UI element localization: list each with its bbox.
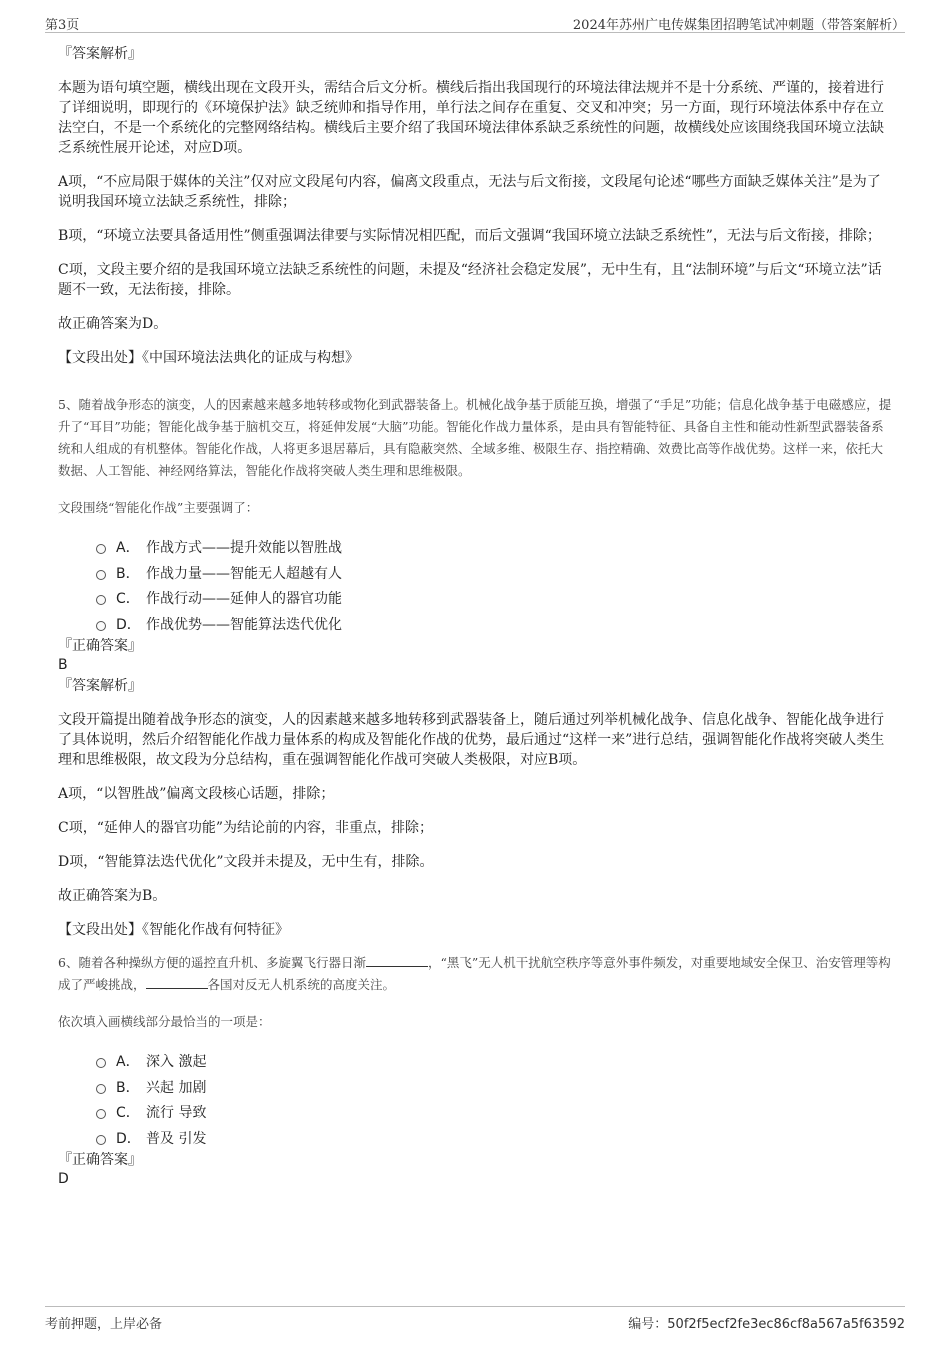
blank-line	[146, 976, 208, 989]
analysis-heading: 『答案解析』	[58, 46, 142, 62]
radio-icon[interactable]	[96, 1084, 106, 1094]
q6-option-b[interactable]: B． 兴起 加剧	[96, 1078, 893, 1104]
analysis-heading: 『答案解析』	[58, 678, 142, 694]
q6-option-a[interactable]: A． 深入 激起	[96, 1052, 893, 1078]
q6-answer: D	[58, 1171, 69, 1187]
q5-source: 【文段出处】《智能化作战有何特征》	[58, 922, 289, 938]
q5-conclusion: 故正确答案为B。	[58, 888, 167, 904]
q5-analysis: 文段开篇提出随着战争形态的演变，人的因素越来越多地转移到武器装备上，随后通过列举机械化战争、信息化战争、智能化战争进行了具体说明，然后介绍智能化作战力量体系的构成及智能化作战的优势，最后通过“这样一来”进行总结，强调智能化作战将突破人类生理和思维极限，故文段为分总结构，重在强调智能化作战可突破人类极限，对应B项。	[58, 712, 885, 768]
radio-icon[interactable]	[96, 570, 106, 580]
q4-option-a-analysis: A项，“不应局限于媒体的关注”仅对应文段尾句内容，偏离文段重点，无法与后文衔接，文段尾句论述“哪些方面缺乏媒体关注”是为了说明我国环境立法缺乏系统性，排除；	[58, 174, 881, 210]
q5-option-d[interactable]: D． 作战优势——智能算法迭代优化	[96, 615, 893, 641]
page-number: 第3页	[45, 18, 80, 33]
correct-answer-heading: 『正确答案』	[58, 638, 142, 654]
q5-option-a[interactable]: A． 作战方式——提升效能以智胜战	[96, 538, 893, 564]
radio-icon[interactable]	[96, 621, 106, 631]
document-id: 编号：50f2f5ecf2fe3ec86cf8a567a5f63592	[628, 1317, 905, 1332]
q5-option-b[interactable]: B． 作战力量——智能无人超越有人	[96, 564, 893, 590]
q4-analysis: 本题为语句填空题，横线出现在文段开头，需结合后文分析。横线后指出我国现行的环境法律法规并不是十分系统、严谨的，接着进行了详细说明，即现行的《环境保护法》缺乏统帅和指导作用，单行法之间存在重复、交叉和冲突；另一方面，现行环境法体系中存在立法空白，不是一个系统化的完整网络结构。横线后主要介绍了我国环境法律体系缺乏系统性的问题，故横线处应该围绕我国环境立法缺乏系统性展开论述，对应D项。	[58, 80, 884, 156]
page-header	[45, 14, 905, 33]
q4-option-c-analysis: C项，文段主要介绍的是我国环境立法缺乏系统性的问题，未提及“经济社会稳定发展”，无中生有，且“法制环境”与后文“环境立法”话题不一致，无法衔接，排除。	[58, 262, 882, 298]
q6-text: 6、随着各种操纵方便的遥控直升机、多旋翼飞行器日渐 ，“黑飞”无人机干扰航空秩序等意外事件频发，对重要地域安全保卫、治安管理等构成了严峻挑战， 各国对反无人机系统的高度关注。	[58, 955, 891, 992]
page-content	[58, 38, 893, 1188]
q5-option-c-analysis: C项，“延伸人的器官功能”为结论前的内容，非重点，排除；	[58, 820, 434, 836]
q4-option-b-analysis: B项，“环境立法要具备适用性”侧重强调法律要与实际情况相匹配，而后文强调“我国环境立法缺乏系统性”，无法与后文衔接，排除；	[58, 228, 881, 244]
q5-options	[96, 538, 893, 640]
page-footer	[45, 1306, 905, 1333]
radio-icon[interactable]	[96, 1135, 106, 1145]
q6-option-d[interactable]: D． 普及 引发	[96, 1129, 893, 1155]
q5-prompt: 文段围绕“智能化作战”主要强调了：	[58, 500, 259, 515]
q6-options	[96, 1052, 893, 1154]
q5-option-d-analysis: D项，“智能算法迭代优化”文段并未提及，无中生有，排除。	[58, 854, 434, 870]
q5-option-c[interactable]: C． 作战行动——延伸人的器官功能	[96, 589, 893, 615]
q5-text: 5、随着战争形态的演变，人的因素越来越多地转移或物化到武器装备上。机械化战争基于质能互换，增强了“手足”功能；信息化战争基于电磁感应，提升了“耳目”功能；智能化战争基于脑机交互，将延伸发展“大脑”功能。智能化作战力量体系，是由具有智能特征、具备自主性和能动性新型武器装备系统和人组成的有机整体。智能化作战，人将更多退居幕后，具有隐蔽突然、全域多维、极限生存、指控精确、效费比高等作战优势。这样一来，依托大数据、人工智能、神经网络算法，智能化作战将突破人类生理和思维极限。	[58, 397, 892, 478]
q4-source: 【文段出处】《中国环境法法典化的证成与构想》	[58, 350, 359, 366]
q6-prompt: 依次填入画横线部分最恰当的一项是：	[58, 1014, 271, 1029]
q5-option-a-analysis: A项，“以智胜战”偏离文段核心话题，排除；	[58, 786, 335, 802]
q6-option-c[interactable]: C． 流行 导致	[96, 1103, 893, 1129]
document-title: 2024年苏州广电传媒集团招聘笔试冲刺题（带答案解析）	[572, 18, 905, 33]
q4-conclusion: 故正确答案为D。	[58, 316, 168, 332]
footer-slogan: 考前押题，上岸必备	[45, 1317, 163, 1332]
radio-icon[interactable]	[96, 1109, 106, 1119]
blank-line	[366, 954, 428, 967]
radio-icon[interactable]	[96, 595, 106, 605]
q5-answer: B	[58, 657, 68, 673]
radio-icon[interactable]	[96, 1058, 106, 1068]
correct-answer-heading: 『正确答案』	[58, 1152, 142, 1168]
radio-icon[interactable]	[96, 544, 106, 554]
